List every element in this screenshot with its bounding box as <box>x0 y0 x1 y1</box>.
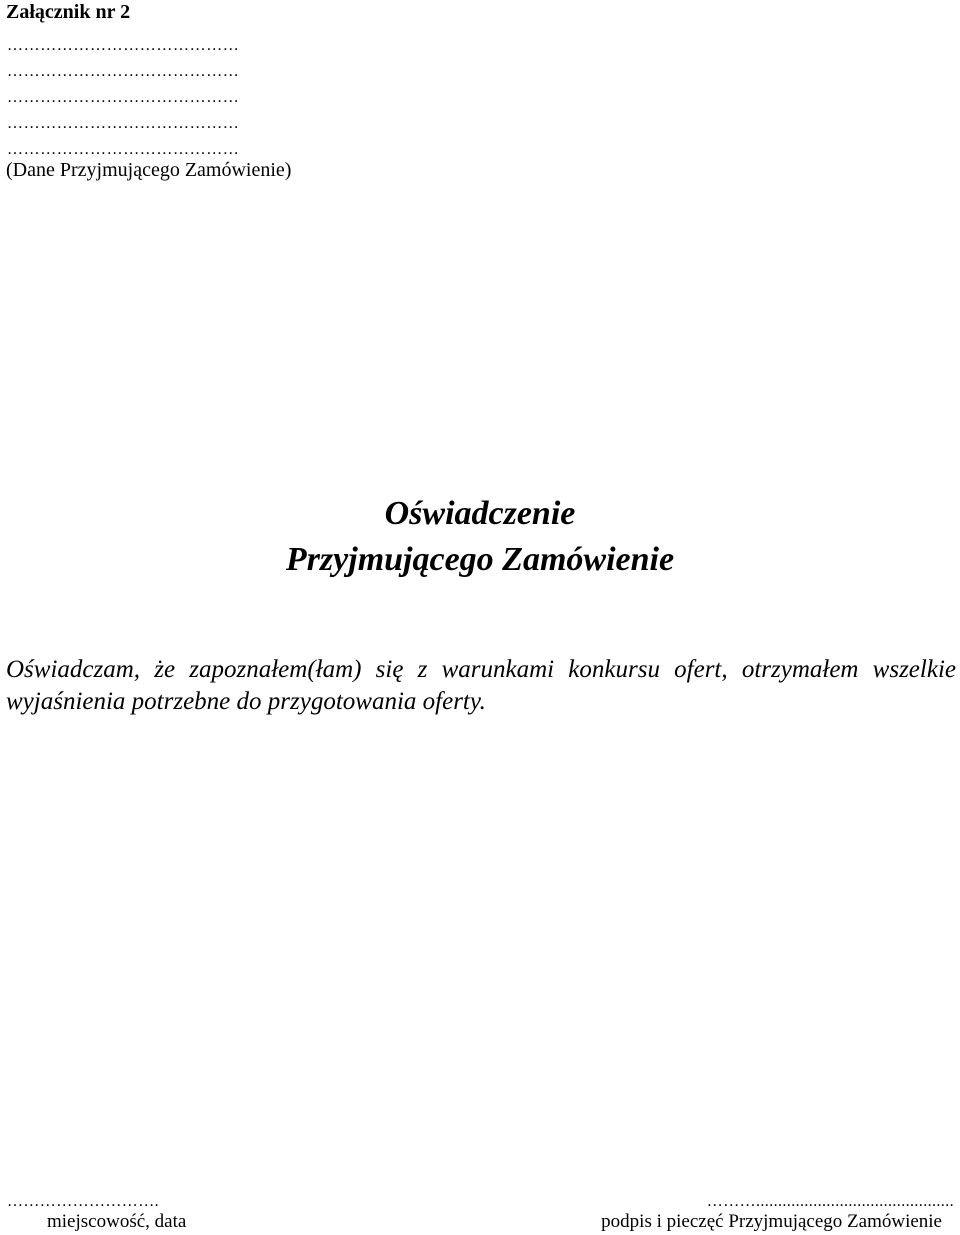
document-title-line-1: Oświadczenie <box>384 495 576 532</box>
document-title-line-2: Przyjmującego Zamówienie <box>285 541 675 578</box>
attachment-label: Załącznik nr 2 <box>6 1 131 23</box>
address-dot-line-5: …………………………………… <box>7 141 240 158</box>
signature-label: podpis i pieczęć Przyjmującego Zamówienie <box>601 1211 942 1232</box>
party-caption: (Dane Przyjmującego Zamówienie) <box>6 159 292 181</box>
address-dot-line-3: …………………………………… <box>7 89 240 106</box>
address-dot-line-2: …………………………………… <box>7 63 240 80</box>
address-dot-line-1: …………………………………… <box>7 37 240 54</box>
signature-dots: ………............................................. <box>706 1193 954 1210</box>
place-date-label: miejscowość, data <box>47 1211 187 1232</box>
place-date-dots: ………………………. <box>7 1193 159 1210</box>
address-dot-line-4: …………………………………… <box>7 115 240 132</box>
statement-text: Oświadczam, że zapoznałem(łam) się z warunkami konkursu ofert, otrzymałem wszelkie wyjaśnienia potrzebne do przygotowania oferty. <box>6 656 956 715</box>
